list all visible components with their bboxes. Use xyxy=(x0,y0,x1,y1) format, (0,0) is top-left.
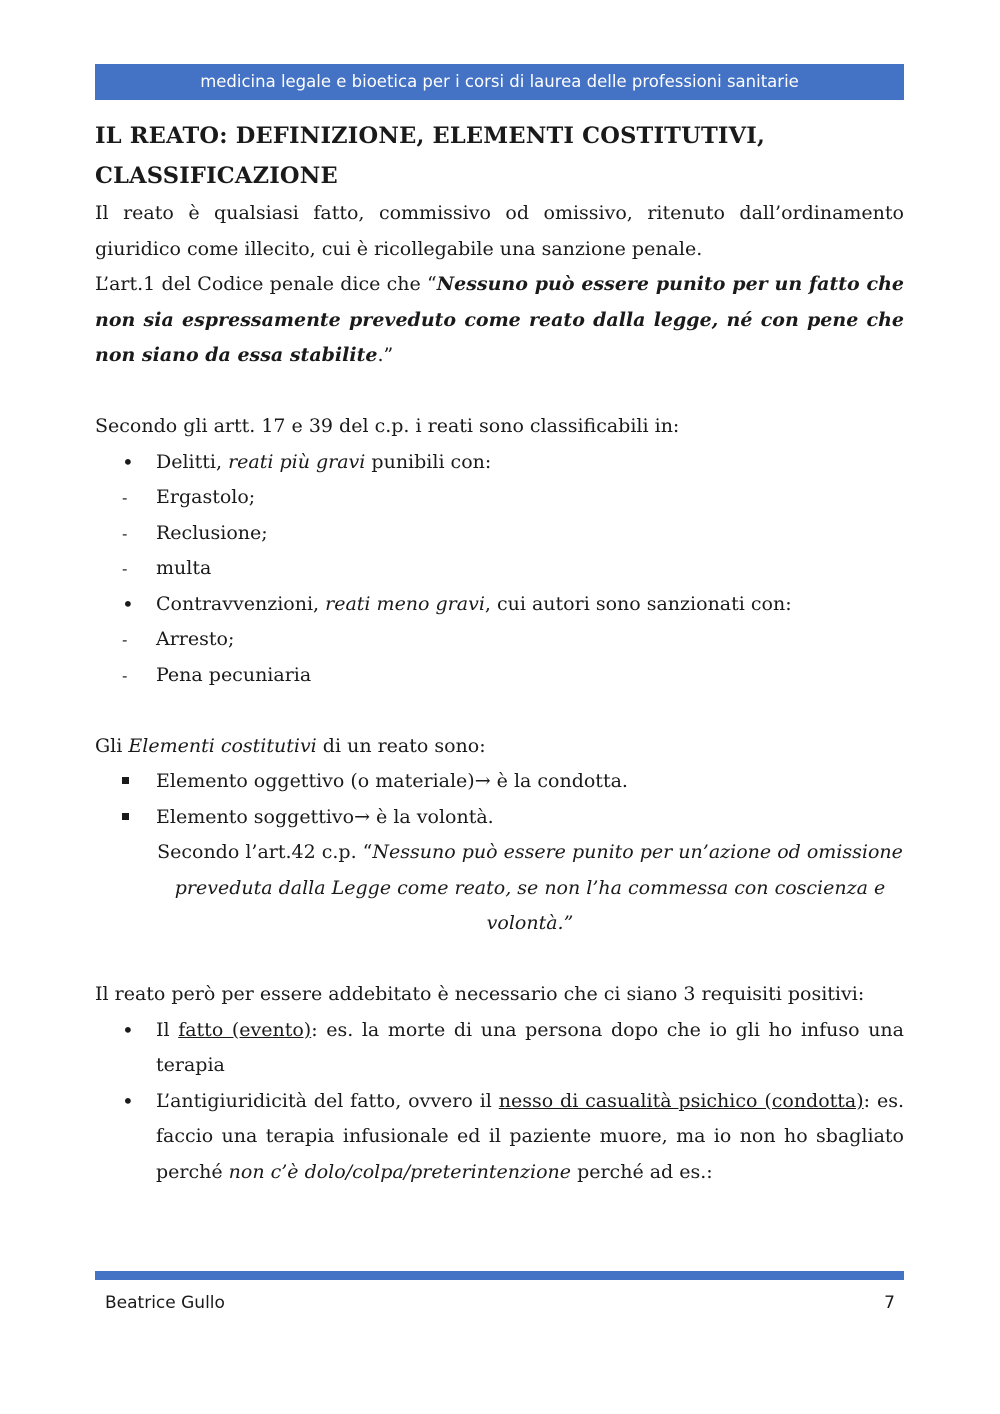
requirements-lead: Il reato però per essere addebitato è necessario che ci siano 3 requisiti positivi: xyxy=(95,983,865,1005)
art1-lead: L’art.1 del Codice penale dice che “ xyxy=(95,273,437,295)
list-item: - Pena pecuniaria xyxy=(95,658,904,694)
square-bullet-icon xyxy=(122,800,142,836)
art1-end: .” xyxy=(377,344,394,366)
bullet-icon xyxy=(122,445,142,482)
bullet-icon xyxy=(122,587,142,624)
bullet-icon xyxy=(122,1084,142,1121)
list-item: - Arresto; xyxy=(95,622,904,658)
list-item: Elemento oggettivo (o materiale)→ è la condotta. xyxy=(95,764,904,800)
list-item: - Ergastolo; xyxy=(95,480,904,516)
page-title: IL REATO: DEFINIZIONE, ELEMENTI COSTITUTIVI, CLASSIFICAZIONE xyxy=(95,123,766,189)
list-item: - Reclusione; xyxy=(95,516,904,552)
footer xyxy=(105,1293,895,1313)
dash-icon xyxy=(122,658,142,695)
definition-paragraph: Il reato è qualsiasi fatto, commissivo od omissivo, ritenuto dall’ordinamento giuridico come illecito, cui è ricollegabile una sanzione penale. xyxy=(95,202,904,260)
elements-list xyxy=(95,764,904,835)
list-item: - multa xyxy=(95,551,904,587)
dash-icon xyxy=(122,551,142,588)
list-item-contravvenzioni: • Contravvenzioni, reati meno gravi, cui autori sono sanzionati con: xyxy=(95,587,904,623)
art1-quote: Nessuno può essere punito per un fatto che non sia espressamente preveduto come reato dalla legge, né con pene che non siano da essa stabilite xyxy=(95,273,904,366)
art42-quote-paragraph: Secondo l’art.42 c.p. “Nessuno può essere punito per un’azione od omissione preveduta dalla Legge come reato, se non l’ha commessa con coscienza e volontà.” xyxy=(157,841,903,934)
dash-icon xyxy=(122,622,142,659)
list-item: • L’antigiuridicità del fatto, ovvero il nesso di casualità psichico (condotta): es. faccio una terapia infusionale ed il paziente muore, ma io non ho sbagliato perché non c’è dolo/colpa/preterintenzione perché ad es.: xyxy=(95,1084,904,1191)
list-item: • Il fatto (evento): es. la morte di una persona dopo che io gli ho infuso una terapia xyxy=(95,1013,904,1084)
requirements-list xyxy=(95,1013,904,1191)
dash-icon xyxy=(122,480,142,517)
list-item-delitti: • Delitti, reati più gravi punibili con: xyxy=(95,445,904,481)
bullet-icon xyxy=(122,1013,142,1050)
list-item: Elemento soggettivo→ è la volontà. xyxy=(95,800,904,836)
classification-list xyxy=(95,445,904,694)
footer-author: Beatrice Gullo xyxy=(105,1293,225,1313)
dash-icon xyxy=(122,516,142,553)
page-number: 7 xyxy=(884,1293,895,1313)
art1-paragraph xyxy=(95,267,904,374)
page-content xyxy=(95,116,904,1190)
header-title: medicina legale e bioetica per i corsi di laurea delle professioni sanitarie xyxy=(200,72,799,91)
square-bullet-icon xyxy=(122,764,142,800)
classification-lead: Secondo gli artt. 17 e 39 del c.p. i reati sono classificabili in: xyxy=(95,415,680,437)
footer-bar xyxy=(95,1271,904,1280)
header-bar xyxy=(95,64,904,100)
elements-lead: Gli Elementi costitutivi di un reato sono: xyxy=(95,734,486,757)
